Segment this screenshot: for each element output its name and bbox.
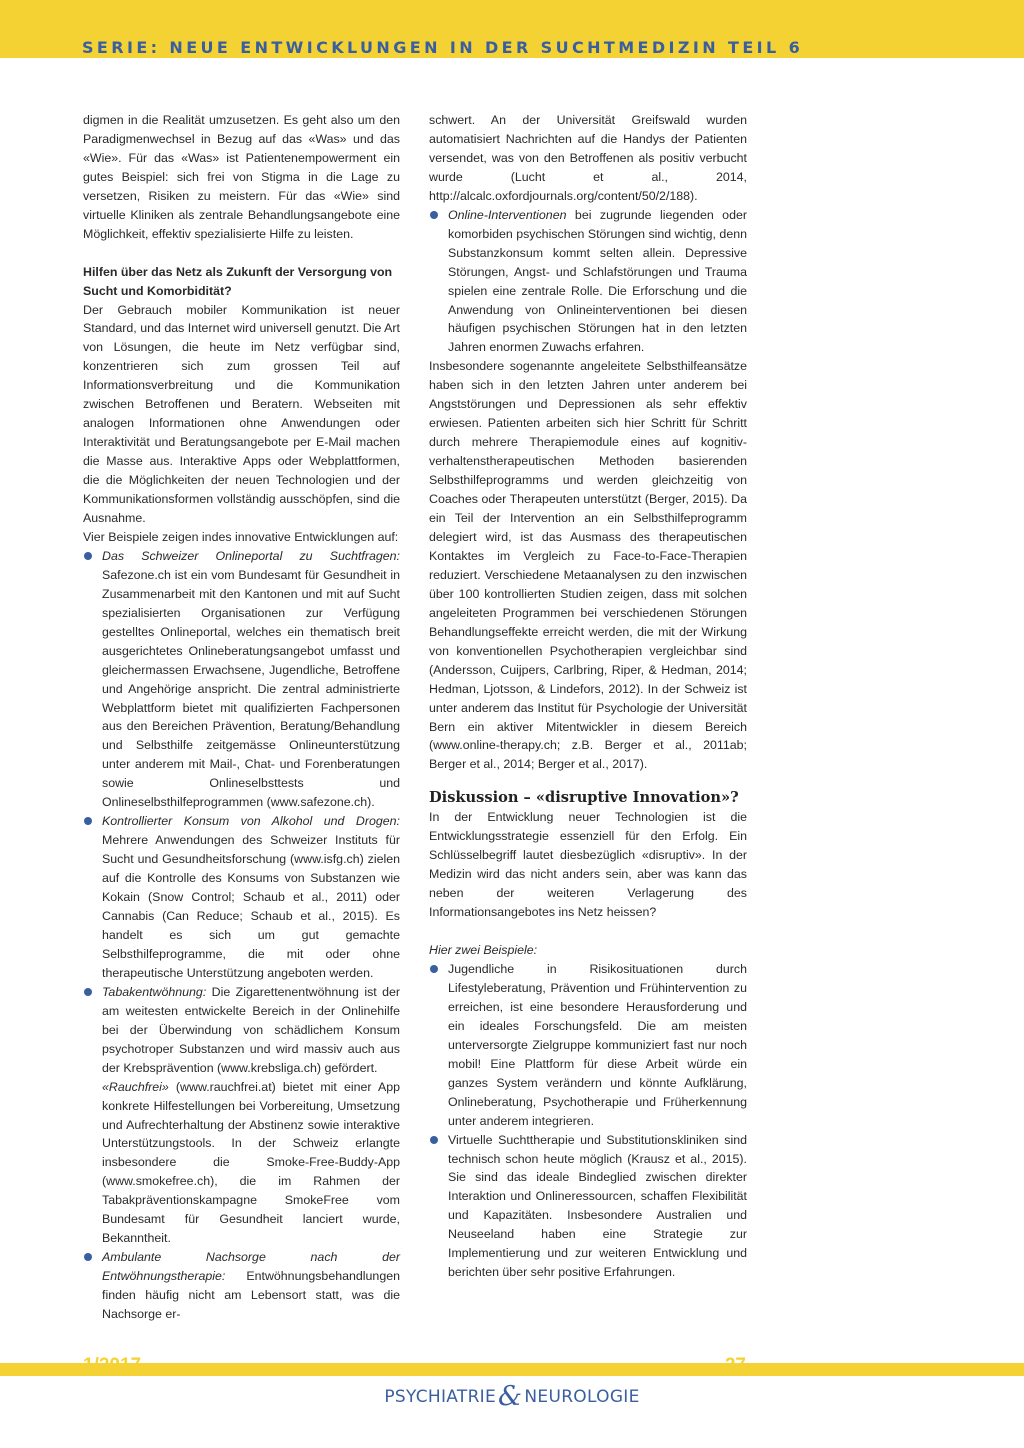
paragraph: Vier Beispiele zeigen indes innovative Entwicklungen auf: — [83, 529, 399, 544]
list-item: Das Schweizer Onlineportal zu Suchtfragen: Safezone.ch ist ein vom Bundesamt für Gesundheit in Zusammenarbeit mit den Kantonen und mit auf Sucht spezialisierten Organisationen zur Verfügung gestelltes Onlineportal, welches ein thematisch breit ausgerichtetes Onlineberatungsangebot umfasst und gleichermassen Erwachsene, Jugendliche, Betroffene und Angehörige anspricht. Die zentral administrierte Webplattform bietet mit qualifizierten Fachpersonen aus den Bereichen Prävention, Beratung/Behandlung und Selbsthilfe zeitgemässe Onlineunterstützung unter anderem mit Mail-, Chat- und Forenberatungen sowie Onlineselbsttests und Onlineselbsthilfeprogrammen (www.safezone.ch). — [83, 547, 400, 812]
list-item: Kontrollierter Konsum von Alkohol und Drogen: Mehrere Anwendungen des Schweizer Instituts für Sucht und Gesundheitsforschung (www.isfg.ch) zielen auf die Kontrolle des Konsums von Substanzen wie Kokain (Snow Control; Schaub et al., 2011) oder Cannabis (Can Reduce; Schaub et al., 2015). Es handelt es sich um gut gemachte Selbsthilfeprogramme, die mit oder ohne therapeutische Unterstützung angeboten werden. — [83, 812, 400, 983]
bullet-icon — [84, 552, 92, 560]
left-column — [83, 111, 400, 1324]
bullet-icon — [84, 988, 92, 996]
bullet-list — [429, 206, 747, 358]
right-column — [429, 111, 747, 1282]
paragraph: In der Entwicklung neuer Technologien ist die Entwicklungsstrategie essenziell für den Erfolg. Ein Schlüsselbegriff lautet diesbezüglich «disruptiv». In der Medizin wird das nicht anders sein, aber was kann das neben der weiteren Verlagerung des Informationsangebotes ins Netz heissen? — [429, 810, 747, 920]
bullet-icon — [430, 211, 438, 219]
paragraph: digmen in die Realität umzusetzen. Es geht also um den Paradigmenwechsel in Bezug auf das «Was» und das «Wie». Für das «Was» ist Patientenempowerment ein gutes Beispiel: sich frei von Stigma in die Lage zu versetzen, Risiken zu meistern. Für das «Wie» sind virtuelle Kliniken als zentrale Behandlungsangebote eine Möglichkeit, effektiv spezialisierte Hilfe zu leisten. — [83, 113, 400, 241]
bullet-icon — [430, 965, 438, 973]
section-heading: Diskussion – «disruptive Innovation»? — [429, 789, 739, 807]
page-number: 27 — [724, 1355, 746, 1376]
paragraph: Der Gebrauch mobiler Kommunikation ist neuer Standard, und das Internet wird universell genutzt. Die Art von Lösungen, die heute im Netz verfügbar sind, konzentrieren sich zum grossen Teil auf Informationsverbreitung und die Kommunikation zwischen Betroffenen und Beratern. Webseiten mit analogen Informationen ohne Anwendungen oder Interaktivität und Beratungsangebote per E-Mail machen die Masse aus. Interaktive Apps oder Webplattformen, die die Möglichkeiten der neuen Technologien und der Kommunikationsformen vollständig ausschöpfen, sind die Ausnahme. — [83, 302, 400, 525]
bullet-icon — [84, 817, 92, 825]
bullet-icon — [84, 1253, 92, 1261]
bullet-list — [83, 547, 400, 1324]
section-heading: Hilfen über das Netz als Zukunft der Versorgung von Sucht und Komorbidität? — [83, 264, 393, 298]
list-item: Virtuelle Suchttherapie und Substitutionskliniken sind technisch schon heute möglich (Krausz et al., 2015). Sie sind das ideale Bindeglied zwischen direkter Interaktion und Onlineressourcen, schaffen Flexibilität und Kapazitäten. Insbesondere Australien und Neuseeland haben eine Strategie zur Implementierung und zur weiteren Entwicklung und berichten über sehr positive Erfahrungen. — [429, 1131, 747, 1283]
paragraph: schwert. An der Universität Greifswald wurden automatisiert Nachrichten auf die Handys der Patienten versendet, was von den Betroffenen als positiv verbucht wurde (Lucht et al., 2014, http://alcalc.oxfordjournals.org/content/50/2/188). — [429, 113, 747, 203]
list-item: Ambulante Nachsorge nach der Entwöhnungstherapie: Entwöhnungsbehandlungen finden häufig nicht am Lebensort statt, was die Nachsorge er- — [83, 1248, 400, 1324]
paragraph: Insbesondere sogenannte angeleitete Selbsthilfeansätze haben sich in den letzten Jahren unter anderem bei Angststörungen und Depressionen als sehr effektiv erwiesen. Patienten arbeiten sich hier Schritt für Schritt durch mehrere Therapiemodule eines auf kognitiv-verhaltenstherapeutischen Methoden basierenden Selbsthilfeprogramms und werden gleichzeitig von Coaches oder Therapeuten unterstützt (Berger, 2015). Da ein Teil der Intervention an ein Selbsthilfeprogramm delegiert wird, ist das Ausmass des therapeutischen Kontaktes im Vergleich zu Face-to-Face-Therapien reduziert. Verschiedene Metaanalysen zu den inzwischen über 100 kontrollierten Studien zeigen, dass mit solchen angeleiteten Programmen bei verschiedenen Störungen Behandlungseffekte erreicht werden, die mit der Wirkung von konventionellen Psychotherapien vergleichbar sind (Andersson, Cuijpers, Carlbring, Riper, & Hedman, 2014; Hedman, Ljotsson, & Lindefors, 2012). In der Schweiz ist unter anderem das Institut für Psychologie der Universität Bern ein aktiver Mitentwickler in diesem Bereich (www.online-therapy.ch; z.B. Berger et al., 2011ab; Berger et al., 2014; Berger et al., 2017). — [429, 359, 747, 772]
list-item: Online-Interventionen bei zugrunde liegenden oder komorbiden psychischen Störungen sind wichtig, denn Substanzkonsum kommt selten allein. Depressive Störungen, Angst- und Schlafstörungen und Trauma spielen eine zentrale Rolle. Die Erforschung und die Anwendung von Onlineinterventionen bei diesen häufigen psychischen Störungen hat in den letzten Jahren enormen Zuwachs erfahren. — [429, 206, 747, 358]
footer-band — [0, 1363, 1024, 1376]
list-item: Jugendliche in Risikosituationen durch Lifestyleberatung, Prävention und Frühintervention zu erreichen, ist eine besondere Herausforderung und ein ideales Forschungsfeld. Die am meisten unterversorgte Zielgruppe kommuniziert fast nur noch mobil! Eine Plattform für diese Arbeit würde ein ganzes System verändern und könnte Aufklärung, Onlineberatung, Psychotherapie und Früherkennung unter anderem integrieren. — [429, 960, 747, 1131]
list-item: Tabakentwöhnung: Die Zigarettenentwöhnung ist der am weitesten entwickelte Bereich in der Onlinehilfe bei der Überwindung von schädlichem Konsum psychotroper Substanzen und wird massiv auch aus der Krebsprävention (www.krebsliga.ch) gefördert. «Rauchfrei» (www.rauchfrei.at) bietet mit einer App konkrete Hilfestellungen bei Vorbereitung, Umsetzung und Aufrechterhaltung der Abstinenz sowie interaktive Unterstützungstools. In der Schweiz erlangte insbesondere die Smoke-Free-Buddy-App (www.smokefree.ch), die im Rahmen der Tabakpräventionskampagne SmokeFree vom Bundesamt für Gesundheit lanciert wurde, Bekanntheit. — [83, 983, 400, 1248]
issue-number: 1/2017 — [83, 1355, 142, 1376]
bullet-list — [429, 960, 747, 1282]
bullet-icon — [430, 1136, 438, 1144]
series-title: SERIE: NEUE ENTWICKLUNGEN IN DER SUCHTMEDIZIN TEIL 6 — [82, 38, 804, 57]
journal-logo: PSYCHIATRIE& NEUROLOGIE — [384, 1381, 640, 1412]
examples-label: Hier zwei Beispiele: — [429, 943, 538, 958]
